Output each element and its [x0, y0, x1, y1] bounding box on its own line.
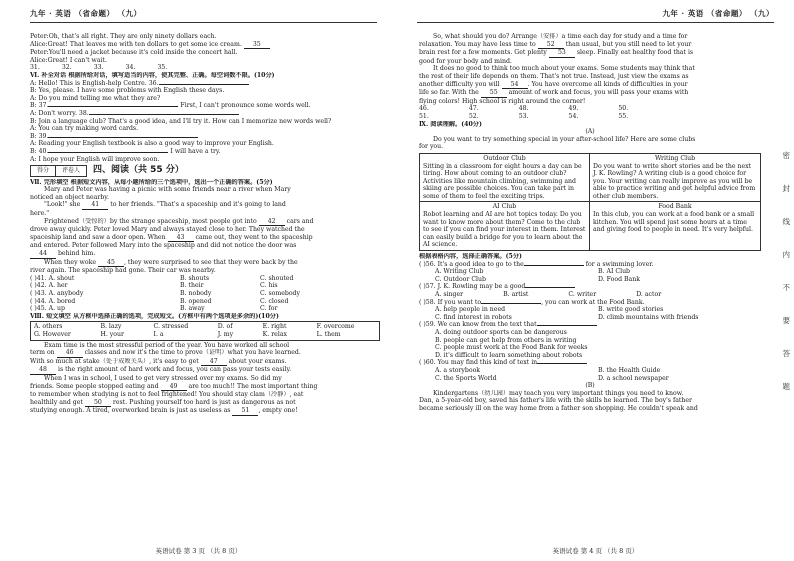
passage-line: spaceship land and saw a door open. When 43 came out, they went to the spaceship	[30, 233, 313, 241]
passage-line: life so far. With the 55 amount of work and focus, you will pass your exams with	[419, 89, 689, 97]
passage-line: the rest of their life depends on them. That's not true. Instead, just view the exams as	[419, 72, 689, 80]
answer-row[interactable]: 51. 52. 53. 54. 55.	[419, 112, 629, 120]
club-writing: Writing Club Do you want to write short stories and be the next J. K. Rowling? A writing club is a good choice for you. Your writing can really improve as you will be able to practice writing and get helpful advice from other club members.	[590, 154, 760, 203]
page-body	[419, 33, 761, 413]
choice-row[interactable]: ( )45. A. up B. away C. for	[30, 305, 278, 313]
passage-line: Frightened（受惊的）by the strange spaceship, most people got into 42 cars and	[44, 217, 314, 225]
choice-row[interactable]: ( )42. A. her B. their C. his	[30, 282, 278, 290]
choices-60[interactable]: A. a storybook B. the Health Guide C. the Sports World D. a school newspaper	[435, 366, 669, 382]
blank-48[interactable]: 48	[30, 366, 56, 375]
passage-line: When I was in school, I used to get very stressed over my exams. So did my	[44, 374, 282, 382]
dialog-line: Peter:You'll need a jacket because it's cold inside the concert hall.	[30, 49, 238, 57]
dialog-line: A: I hope your English will improve soon.	[30, 155, 160, 163]
word-option: D. of	[217, 323, 233, 331]
dialog-line: B: 39.	[30, 133, 380, 141]
choices-56[interactable]: A. Writing Club B. AI Club C. Outdoor Club D. Food Bank	[435, 268, 640, 283]
word-bank	[30, 321, 380, 340]
intro-line: Do you want to try something special in your after-school life? Here are some clubs	[433, 135, 696, 143]
passage-line: drove away quickly. Peter loved Mary and always stayed close to her. They watched the	[30, 226, 305, 234]
passage-line: Kindergartens（幼儿园）may teach you very important things you need to know.	[433, 389, 684, 397]
blank-53[interactable]: 53	[549, 49, 575, 58]
club-outdoor: Outdoor Club Sitting in a classroom for eight hours a day can be tiring. How about coming to an outdoor club? Activities like mountain climbing, swimming and skiing are possible choices. You can take part in some of them to feel the exciting trips.	[420, 154, 590, 203]
clubs-table	[419, 153, 761, 251]
blank-39[interactable]	[48, 137, 198, 138]
passage-line: good for your body and mind.	[419, 57, 512, 65]
passage-b-label: (B)	[585, 382, 595, 390]
passage-line: With so much at stake（处于成败关头）, it's easy to get 47 about your exams.	[30, 357, 287, 365]
word-option: F. overcome	[316, 323, 355, 331]
blank-36[interactable]	[159, 84, 249, 85]
passage-line: term on 46 classes and now it's the time to prove（证明）what you have learned.	[30, 349, 301, 357]
question-60: ( )60. You may find this kind of text in	[419, 359, 761, 367]
choices-58[interactable]: A. help people in need B. write good stories C. find interest in robots D. climb mountains with friends	[435, 306, 699, 321]
passage-line: It does no good to think too much about your exams. Some students may think that	[433, 65, 695, 73]
passage-line: brain rest for a few moments. Get plenty 53 sleep. Finally eat healthy food that is	[419, 49, 694, 57]
blank-40[interactable]	[48, 152, 168, 153]
passage-line: and entered. Peter followed Mary into the spaceship and did not notice the door was	[30, 242, 297, 250]
dialog-line: Peter:Oh, that's all right. They are only ninety dollars each.	[30, 33, 217, 40]
passage-line: here."	[30, 210, 50, 218]
blank-q56[interactable]	[524, 265, 584, 266]
passage-line: When they woke 45 , they were surprised to see that they were back by the	[44, 258, 298, 266]
blank-44[interactable]: 44	[30, 250, 56, 259]
blank-43[interactable]: 43	[168, 234, 194, 243]
page-body	[30, 33, 380, 416]
word-option: J. my	[217, 330, 234, 338]
blank-35[interactable]: 35	[244, 41, 270, 50]
choices-59[interactable]: A. doing outdoor sports can be dangerous B. people can get help from others in writing C. people must work at the Food Bank for weeks D. it's difficult to learn something about robots	[435, 328, 588, 359]
passage-line: another difficulty you will 54 . You have overcome all kinds of difficulties in your	[419, 80, 688, 88]
blank-37[interactable]	[48, 106, 178, 107]
word-option: B. lazy	[100, 323, 122, 331]
passage-line: Dan, a 5-year-old boy, saved his father's life with the skills he learned. The boy's father	[419, 397, 693, 405]
header-rule	[30, 22, 377, 23]
blank-38[interactable]	[89, 114, 239, 115]
word-option: A. others	[34, 323, 63, 331]
blank-54[interactable]: 54	[502, 81, 528, 90]
dialog-line: A: Hello! This is English-help Centre. 36.	[30, 80, 380, 88]
passage-line: to remember when studying is not to feel frightened! You should stay clam（冷静）, eat	[30, 391, 304, 399]
passage-line: Mary and Peter was having a picnic with some friends near a river when Mary	[44, 186, 291, 194]
dialog-line: Alice:Great! I can't wait.	[30, 56, 107, 64]
section-9-title: Ⅸ. 阅读理解。(40分)	[419, 120, 482, 128]
page-footer: 英语试卷 第 4 页 （共 8 页）	[552, 547, 639, 555]
word-option: G. However	[34, 330, 71, 338]
reading-section-header	[30, 165, 380, 177]
choices-57[interactable]: A. singer B. artist C. writer D. actor	[435, 291, 662, 298]
dialog-line: A: Do you mind telling me what they are?	[30, 94, 161, 102]
choice-row[interactable]: ( )44. A. bored B. opened C. closed	[30, 297, 289, 305]
passage-line: healthily and get 50 rest. Pushing yourself too hard is just as dangerous as not	[30, 398, 296, 406]
section-7-title: Ⅶ. 完形填空 根据短文内容，从每小题所给的三个选项中，选出一个正确的答案。(5分)	[30, 178, 273, 186]
word-option: C. stressed	[153, 323, 189, 331]
passage-line: "Look!" she 41 to her friends. "That's a spaceship and it's going to land	[44, 201, 286, 209]
passage-line: 48 is the right amount of hard work and focus, you can pass your tests easily.	[30, 366, 380, 375]
question-instructions: 根据表格内容，选择正确答案。(5分)	[419, 253, 522, 261]
dialog-line: A: You can try making word cards.	[30, 125, 139, 133]
page-footer: 英语试卷 第 3 页 （共 8 页）	[155, 547, 242, 555]
score-box: 得分 评卷人	[30, 165, 87, 177]
blank-41[interactable]: 41	[82, 201, 108, 210]
dialog-line: B: Yes, please. I have some problems with English these days.	[30, 87, 225, 95]
blank-q58[interactable]	[481, 303, 541, 304]
passage-line: relaxation. You may have less time to 52 than usual, but you still need to let your	[419, 40, 692, 48]
blank-55[interactable]: 55	[481, 89, 507, 98]
section-6-title: Ⅵ. 补全对话 根据所给对话，填写适当的内容，使其完整、正确。每空词数不限。(10分)	[30, 71, 275, 79]
answer-row[interactable]: 46. 47. 48. 49. 50.	[419, 105, 629, 113]
passage-line: studying enough. A tired, overworked brain is just as useless as 51 , empty one!	[30, 407, 298, 415]
dialog-line: B: Join a language club? That's a good idea, and I'll try it. How can I memorize new words well?	[30, 117, 332, 125]
dialog-line: Alice:Great! That leaves me with ten dollars to get some ice cream. 35	[30, 41, 380, 50]
passage-line: So, what should you do? Arrange（安排）a time each day for study and a time for	[433, 33, 688, 40]
word-option: K. relax	[262, 330, 288, 338]
club-food-bank: Food Bank In this club, you can work at a food bank or a small kitchen. You will spend just some hours at a time and giving food to people in need. It's very helpful.	[593, 203, 755, 234]
word-option: H. your	[100, 330, 124, 338]
choice-row[interactable]: ( )43. A. anybody B. nobody C. somebody	[30, 290, 301, 297]
part-title: 四、阅读（共 55 分）	[93, 165, 184, 176]
choice-row[interactable]: ( )41. A. shout B. shouts C. shouted	[30, 274, 294, 282]
passage-line: noticed an object nearby.	[30, 193, 109, 201]
passage-line: friends. Some people stopped eating and 49 are too much!! The most important thing	[30, 382, 318, 390]
passage-a-label: (A)	[585, 128, 595, 136]
question-57: ( )57. J. K. Rowling may be a good	[419, 283, 761, 291]
blank-42[interactable]: 42	[259, 218, 285, 227]
passage-line: river again. The spaceship had gone. Their car was nearby.	[30, 267, 216, 275]
word-option: I. a	[153, 330, 164, 338]
intro-line: for you.	[419, 143, 444, 151]
blank-47[interactable]: 47	[201, 358, 227, 367]
page-header: 九年 · 英语 （省命题） （九）	[662, 9, 774, 18]
blank-45[interactable]: 45	[98, 259, 124, 268]
dialog-line: A: Don't worry. 38.	[30, 110, 380, 118]
club-ai: AI Club Robot learning and AI are hot topics today. Do you want to know more about them? Come to the club to see if you can find your interest in them. Interest can easily build a bridge for you to learn about the AI science.	[420, 202, 590, 250]
seal-line-notice: 密 封 线 内 不 要 答 题	[782, 151, 790, 391]
dialog-line: A: Reading your English textbook is also a good way to improve your English.	[30, 140, 274, 148]
answer-row: 31. 32. 33. 34. 35.	[30, 64, 168, 72]
blank-q57[interactable]	[525, 287, 575, 288]
blank-49[interactable]: 49	[161, 383, 187, 392]
dialog-line: B: 37. First, I can't pronounce some words well.	[30, 102, 311, 110]
page-header: 九年 · 英语 （省命题） （九）	[30, 9, 142, 18]
page-right	[397, 0, 794, 561]
word-option: L. them	[316, 330, 341, 338]
section-8-title: Ⅷ. 短文填空 从方框中选择正确的选项，完成短文。(方框中有两个选项是多余的)(10分)	[30, 312, 279, 320]
blank-q60[interactable]	[537, 363, 587, 364]
word-option: E. right	[262, 323, 287, 331]
blank-52[interactable]: 52	[538, 41, 564, 50]
header-rule	[417, 22, 774, 23]
passage-line: became seriously ill on the way home from a father son shopping. He couldn't speak and	[419, 404, 698, 412]
passage-line: Exam time is the most stressful period of the year. You have worked all school	[44, 341, 290, 349]
passage-line: 44 behind him.	[30, 250, 380, 259]
dialog-line: B: 40. I will have a try.	[30, 147, 221, 155]
question-58: ( )58. If you want to , you can work at the Food Bank.	[419, 298, 645, 306]
blank-51[interactable]: 51	[232, 407, 258, 416]
question-59: ( )59. We can know from the text that	[419, 321, 761, 329]
blank-q59[interactable]	[537, 325, 597, 326]
blank-46[interactable]: 46	[57, 349, 83, 358]
question-56: ( )56. It's a good idea to go to the for a swimming lover.	[419, 260, 654, 268]
passage-line: flying colors! High school is right around the corner!	[419, 97, 586, 105]
blank-50[interactable]: 50	[85, 399, 111, 408]
